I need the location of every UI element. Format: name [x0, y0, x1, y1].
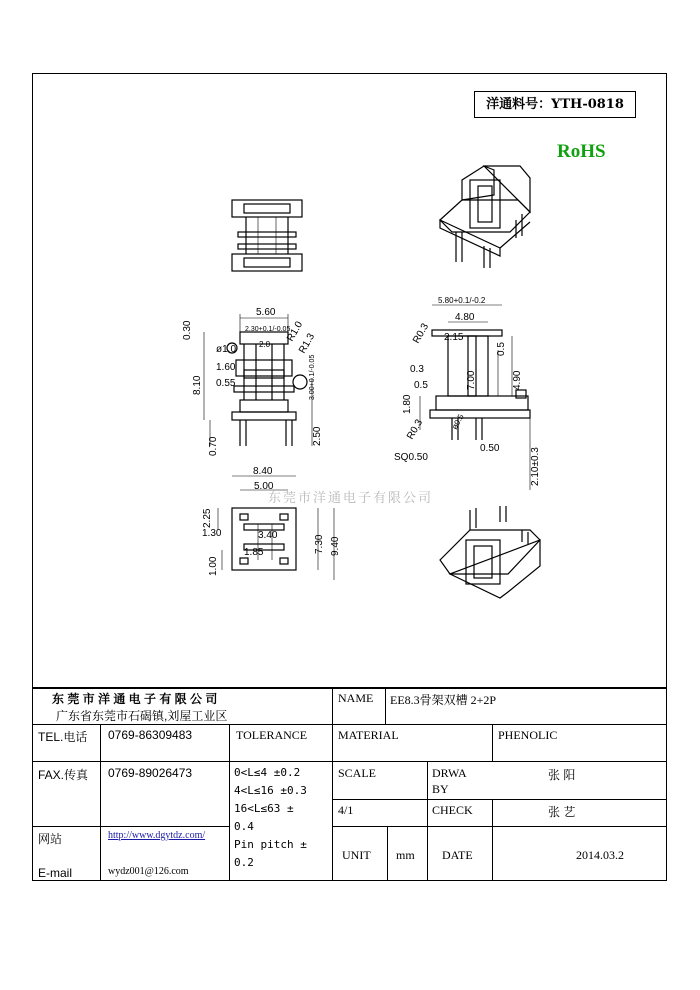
- dim-side-4-90: 4.90: [512, 370, 523, 390]
- dim-bottom-3-40: 3.40: [258, 530, 278, 541]
- iso-view-bottom: [440, 506, 540, 598]
- fax-label: FAX.传真: [38, 768, 89, 782]
- dim-top-2-50: 2.50: [312, 426, 323, 446]
- email-value: wydz001@126.com: [108, 866, 189, 877]
- tolerance-line-4: 0.4: [234, 820, 254, 833]
- iso-view-top: [440, 166, 530, 268]
- unit-value: mm: [396, 848, 415, 862]
- dim-side-dia0-5: ø0.5: [449, 412, 466, 431]
- dim-top-0-30: 0.30: [182, 320, 193, 340]
- dim-bottom-5-00: 5.00: [254, 481, 274, 492]
- tolerance-label: TOLERANCE: [236, 728, 308, 742]
- dim-side-1-80: 1.80: [402, 394, 413, 414]
- tb-vline-427: [427, 761, 428, 881]
- dim-side-0-5-left: 0.5: [414, 380, 428, 391]
- tb-vline-492b: [492, 799, 493, 881]
- material-value: PHENOLIC: [498, 728, 558, 742]
- tb-vline-229: [229, 724, 230, 881]
- dim-top-2-30: 2.30+0.1/-0.05: [245, 326, 291, 333]
- check-value: 张 艺: [548, 805, 576, 819]
- unit-label: UNIT: [342, 848, 371, 862]
- dim-top-5-60: 5.60: [256, 307, 276, 318]
- dim-top-1-60: 1.60: [216, 362, 236, 373]
- dim-side-0-3: 0.3: [410, 364, 424, 375]
- tb-line-5-left: [32, 826, 229, 827]
- small-top-view: [232, 200, 302, 271]
- dim-side-0-5-right: 0.5: [496, 342, 507, 356]
- dim-top-0-55: 0.55: [216, 378, 236, 389]
- dim-top-r1-3: R1.3: [297, 331, 318, 356]
- drawn-by-label-1: DRWA: [432, 766, 467, 780]
- company-address: 广东省东莞市石碣镇,刘屋工业区: [56, 709, 228, 723]
- dim-side-r0-3-top: R0.3: [411, 321, 432, 346]
- fax-value: 0769-89026473: [108, 766, 193, 780]
- date-value: 2014.03.2: [576, 848, 624, 862]
- tolerance-line-1: 0<L≤4 ±0.2: [234, 766, 301, 779]
- tolerance-line-3: 16<L≤63 ±: [234, 802, 294, 815]
- tolerance-line-2: 4<L≤16 ±0.3: [234, 784, 307, 797]
- dim-bottom-1-85: 1.85: [244, 547, 264, 558]
- tolerance-line-5: Pin pitch ±: [234, 838, 307, 851]
- dim-bottom-7-30: 7.30: [314, 534, 325, 554]
- tb-vline-492a: [492, 724, 493, 761]
- tb-line-5: [332, 826, 667, 827]
- dim-side-2-15: 2.15: [444, 332, 464, 343]
- tb-line-3: [32, 761, 667, 762]
- material-label: MATERIAL: [338, 728, 399, 742]
- rohs-mark: RoHS: [557, 141, 606, 162]
- tel-value: 0769-86309483: [108, 728, 193, 742]
- website-label: 网站: [38, 832, 63, 846]
- dim-side-sq0-50: SQ0.50: [394, 452, 428, 463]
- tb-vline-100: [100, 724, 101, 881]
- scale-value: 4/1: [338, 803, 354, 817]
- tb-vline-332: [332, 687, 333, 881]
- name-value: EE8.3骨架双槽 2+2P: [390, 693, 497, 707]
- tb-line-4: [332, 799, 667, 800]
- company-name: 东 莞 市 洋 通 电 子 有 限 公 司: [52, 692, 218, 706]
- name-label: NAME: [338, 691, 374, 705]
- dim-top-8-10: 8.10: [192, 375, 203, 395]
- dim-top-dia1-0: ø1.0: [216, 344, 237, 355]
- watermark-text: 东莞市洋通电子有限公司: [268, 491, 434, 506]
- dim-top-r1-0: R1.0: [285, 319, 306, 344]
- date-label: DATE: [442, 848, 473, 862]
- dim-bottom-1-00: 1.00: [208, 556, 219, 576]
- main-front-view: [227, 332, 307, 446]
- dim-bottom-2-25: 2.25: [202, 508, 213, 528]
- tel-label: TEL.电话: [38, 730, 88, 744]
- tb-line-2: [32, 724, 667, 725]
- website-link[interactable]: http://www.dgytdz.com/: [108, 830, 206, 841]
- tb-line-top: [32, 687, 667, 689]
- part-number-box: 洋通料号：YTH-0818: [474, 91, 636, 118]
- dim-side-r0-3-bottom: R0.3: [405, 417, 426, 442]
- scale-label: SCALE: [338, 766, 377, 780]
- drawn-by-value: 张 阳: [548, 768, 576, 782]
- dim-top-3-00: 3.00+0.1/-0.05: [309, 354, 316, 400]
- dim-bottom-9-40: 9.40: [330, 536, 341, 556]
- dim-side-7-00: 7.00: [466, 370, 477, 390]
- dim-side-5-80: 5.80+0.1/-0.2: [438, 296, 486, 305]
- dim-top-0-70: 0.70: [208, 436, 219, 456]
- dim-bottom-8-40: 8.40: [253, 466, 273, 477]
- drawn-by-label-2: BY: [432, 782, 449, 796]
- dim-bottom-1-30: 1.30: [202, 528, 222, 539]
- tolerance-line-6: 0.2: [234, 856, 254, 869]
- check-label: CHECK: [432, 803, 473, 817]
- dim-side-4-80: 4.80: [455, 312, 475, 323]
- email-label: E-mail: [38, 866, 73, 880]
- dim-side-2-10: 2.10±0.3: [530, 447, 541, 486]
- dim-side-0-50: 0.50: [480, 443, 500, 454]
- dim-top-2-0: 2.0: [259, 340, 271, 349]
- tb-vline-387: [387, 826, 388, 881]
- tb-vline-385: [385, 687, 386, 724]
